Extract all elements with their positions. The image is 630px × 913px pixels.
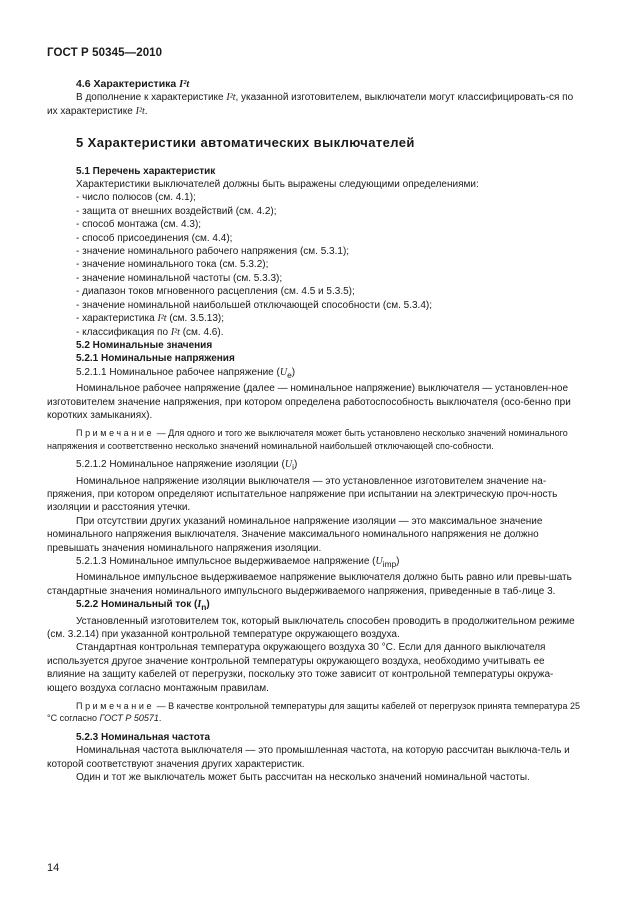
note-text: — В качестве контрольной температуры для защиты кабелей от перегрузок принята температура 25 °С согласно (47, 701, 580, 724)
section-5-2-1-2-heading (47, 458, 583, 474)
paragraph-text: . (144, 105, 148, 117)
list-item: - способ монтажа (см. 4.3); (76, 219, 202, 231)
list-item: - значение номинального рабочего напряжения (см. 5.3.1); (76, 246, 350, 258)
section-5-2-3-heading: 5.2.3 Номинальная частота (76, 731, 211, 743)
list-item: - диапазон токов мгновенного расцепления (см. 4.5 и 5.3.5); (76, 286, 355, 298)
section-5-2-2-paragraph: Стандартная контрольная температура окружающего воздуха 30 °С. Если для данного выключателя используется другое значение контрольной температуры окружающего воздуха, необходимо учитывать ее влияние на защиту кабелей от перегрузки, поскольку это тоже зависит от контрольной температуры окружа-ющего воздуха согласно монтажным правилам. (47, 642, 554, 694)
list-item (76, 312, 583, 325)
heading-text: 5.2.2 Номинальный ток ( (76, 599, 198, 611)
section-5-1-heading: 5.1 Перечень характеристик (76, 165, 216, 177)
list-item-text: - характеристика (76, 313, 155, 325)
note-text: . (158, 713, 162, 724)
document-header: ГОСТ Р 50345—2010 (47, 47, 163, 59)
page-number: 14 (47, 862, 60, 874)
section-5-heading: 5 Характеристики автоматических выключателей (76, 135, 415, 151)
section-4-6-heading (47, 78, 583, 91)
i2t-symbol: I²t (135, 105, 145, 117)
list-item-text: (см. 3.5.13); (169, 313, 225, 325)
section-5-2-2-heading (47, 598, 583, 614)
list-item: - значение номинальной наибольшей отключающей способности (см. 5.3.4); (76, 299, 432, 311)
current-symbol: I (197, 599, 202, 611)
i2t-symbol: I²t (226, 92, 236, 104)
heading-text: ) (293, 459, 298, 471)
list-item: - значение номинальной частоты (см. 5.3.3); (76, 272, 283, 284)
i2t-symbol: I²t (157, 313, 167, 325)
section-5-2-1-2-paragraph: Номинальное напряжение изоляции выключателя — это установленное изготовителем значение на-пряжения, при котором определяют испытательное напряжение при испытании на электрическую проч-ность изоляции и расстояния утечки. (47, 475, 558, 514)
heading-text: 4.6 Характеристика (76, 78, 177, 90)
i2t-symbol: I²t (179, 79, 190, 90)
heading-text: ) (206, 599, 210, 611)
section-5-2-1-3-paragraph: Номинальное импульсное выдерживаемое напряжение выключателя должно быть равно или превы-шать стандартные значения номинального импульсного выдерживаемого напряжения, приведенные в таб-лице 3. (47, 572, 572, 597)
standard-reference: ГОСТ Р 50571 (99, 713, 159, 724)
section-5-2-2-paragraph: Установленный изготовителем ток, который выключатель способен проводить в продолжительном режиме (см. 3.2.14) при указанной контрольной температуре окружающего воздуха. (47, 615, 575, 641)
heading-text: ) (396, 556, 400, 567)
section-5-2-1-heading: 5.2.1 Номинальные напряжения (76, 353, 235, 365)
symbol-subscript: n (201, 602, 207, 613)
section-5-2-3-paragraph: Номинальная частота выключателя — это промышленная частота, на которую рассчитан выключа-тель и которой соответствуют значения других характеристик. (47, 745, 570, 770)
note-label: Примечание (76, 701, 155, 712)
section-5-2-1-1-paragraph: Номинальное рабочее напряжение (далее — номинальное напряжение) выключателя — установлен-ное изготовителем значение напряжения, при котором определена работоспособность выключателя (осо-бенно при коротких замыканиях). (47, 383, 571, 421)
note-text: — Для одного и того же выключателя может быть установлено несколько значений номинального напряжения и соответственно несколько значений номинальной наибольшей отключающей спо-собности. (47, 428, 568, 451)
list-item: - число полюсов (см. 4.1); (76, 192, 196, 204)
heading-text: 5.2.1.1 Номинальное рабочее напряжение ( (76, 366, 280, 378)
section-5-1-paragraph: Характеристики выключателей должны быть выражены следующими определениями: (76, 179, 479, 191)
symbol-subscript: i (292, 462, 294, 473)
symbol-subscript: imp (382, 559, 397, 569)
voltage-symbol: U (375, 556, 383, 567)
note-label: Примечание (76, 428, 155, 439)
i2t-symbol: I²t (170, 326, 180, 338)
voltage-symbol: U (284, 459, 293, 471)
list-item (76, 326, 583, 339)
list-item-text: (см. 4.6). (182, 326, 224, 338)
voltage-symbol: U (279, 366, 288, 378)
heading-text: ) (291, 366, 296, 378)
note-2 (47, 700, 583, 725)
note-1 (47, 427, 583, 452)
characteristics-list (47, 191, 583, 338)
paragraph-text: В дополнение к характеристике (76, 92, 224, 104)
page-content (47, 78, 583, 785)
section-4-6-paragraph (47, 91, 583, 118)
heading-text: 5.2.1.2 Номинальное напряжение изоляции ( (76, 459, 285, 471)
section-5-2-heading: 5.2 Номинальные значения (76, 339, 213, 351)
section-5-2-1-3-heading (47, 555, 583, 571)
list-item: - значение номинального тока (см. 5.3.2); (76, 259, 269, 271)
paragraph-text: , указанной изготовителем, выключатели могут классифицировать-ся по их характеристике (47, 92, 574, 117)
heading-text: 5.2.1.3 Номинальное импульсное выдерживаемое напряжение ( (76, 556, 376, 567)
section-5-2-1-2-paragraph: При отсутствии других указаний номинальное напряжение изоляции — это максимальное значение номинального напряжения выключателя. Значение максимального номинального напряжения не должно превышать значения номинального напряжения изоляции. (47, 515, 543, 554)
section-5-2-1-1-heading (47, 366, 583, 382)
symbol-subscript: e (287, 369, 292, 380)
list-item: - защита от внешних воздействий (см. 4.2); (76, 205, 277, 217)
section-5-2-3-paragraph: Один и тот же выключатель может быть рассчитан на несколько значений номинальной частоты. (76, 772, 530, 784)
list-item: - способ присоединения (см. 4.4); (76, 232, 233, 244)
list-item-text: - классификация по (76, 326, 169, 338)
